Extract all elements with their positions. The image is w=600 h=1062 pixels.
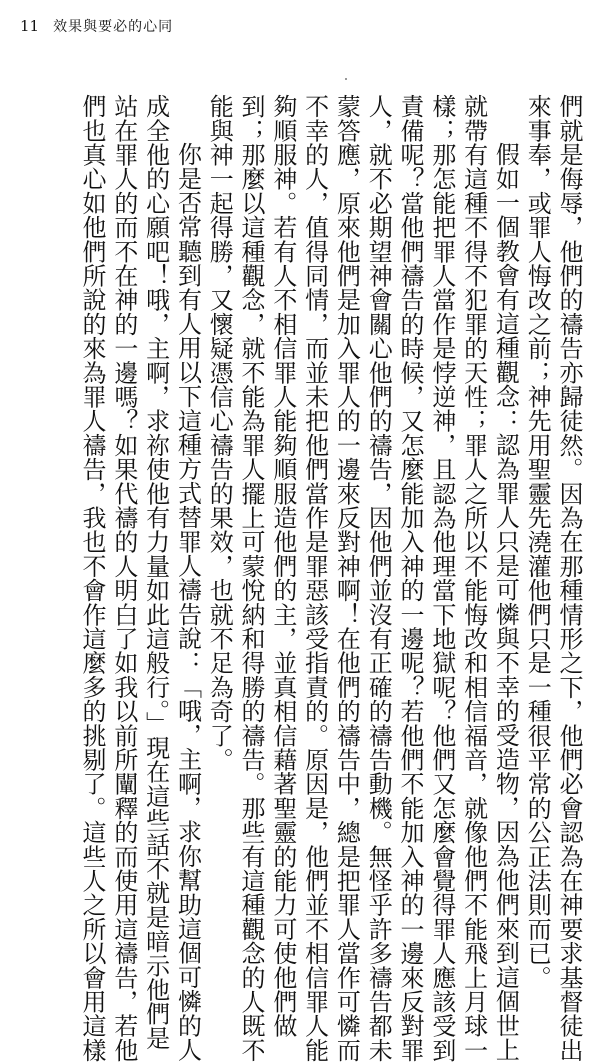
text-column: 假如一個教會有這種觀念：認為罪人只是可憐與不幸的受造物，因為他們來到這個世上 — [491, 142, 520, 1062]
text-column: 人，就不必期望神會關心他們的禱告，因他們並沒有正確的禱告動機。無怪乎許多禱告都未 — [364, 94, 393, 1062]
text-column: 樣；那怎能把罪人當作是悖逆神，且認為他理當下地獄呢？他們又怎麼會覺得罪人應該受到 — [427, 94, 456, 1062]
vertical-body-text — [75, 94, 584, 1062]
text-column: 來事奉，或罪人悔改之前；神先用聖靈先澆灌他們只是一種很平常的公正法則而已。 — [523, 94, 552, 990]
page-header — [20, 14, 173, 38]
speck-mark — [345, 78, 347, 80]
text-column: 們也真心如他們所說的來為罪人禱告，我也不會作這麼多的挑剔了。這些人之所以會用這樣 — [78, 94, 107, 1062]
text-column: 能與神一起得勝，又懷疑憑信心禱告的果效，也就不足為奇了。 — [205, 94, 234, 772]
text-column: 就帶有這種不得不犯罪的天性；罪人之所以不能悔改和相信福音，就像他們不能飛上月球一 — [459, 94, 488, 1062]
text-column: 站在罪人的而不在神的一邊嗎？如果代禱的人明白了如我以前所闡釋的而使用這禱告，若他 — [109, 94, 138, 1062]
text-column: 們就是侮辱，他們的禱告亦歸徒然。因為在那種情形之下，他們必會認為在神要求基督徒出 — [555, 94, 583, 1062]
text-column: 蒙答應，原來他們是加入罪人的一邊來反對神啊！在他們的禱告中，總是把罪人當作可憐而 — [332, 94, 361, 1062]
running-title: 效果與要必的心同 — [53, 19, 174, 35]
text-column: 成全他的心願吧！哦，主啊，求祢使他有力量如此這般行。」現在這些話不就是暗示他們是 — [141, 94, 170, 1050]
text-column: 不幸的人，值得同情，而並未把他們當作是罪惡該受指責的。原因是，他們並不相信罪人能 — [300, 94, 329, 1062]
text-column: 夠順服神。若有人不相信罪人能夠順服造他們的主，並真相信藉著聖靈的能力可使他們做 — [268, 94, 297, 1038]
text-column: 責備呢？當他們禱告的時候，又怎麼能加入神的一邊呢？若他們不能加入神的一邊來反對罪 — [396, 94, 425, 1062]
text-column: 到；那麼以這種觀念，就不能為罪人擺上可蒙悅納和得勝的禱告。那些有這種觀念的人既不 — [237, 94, 266, 1062]
page-number: 11 — [20, 17, 40, 35]
text-column: 你是否常聽到有人用以下這種方式替罪人禱告說：「哦，主啊，求你幫助這個可憐的人 — [173, 142, 202, 1062]
